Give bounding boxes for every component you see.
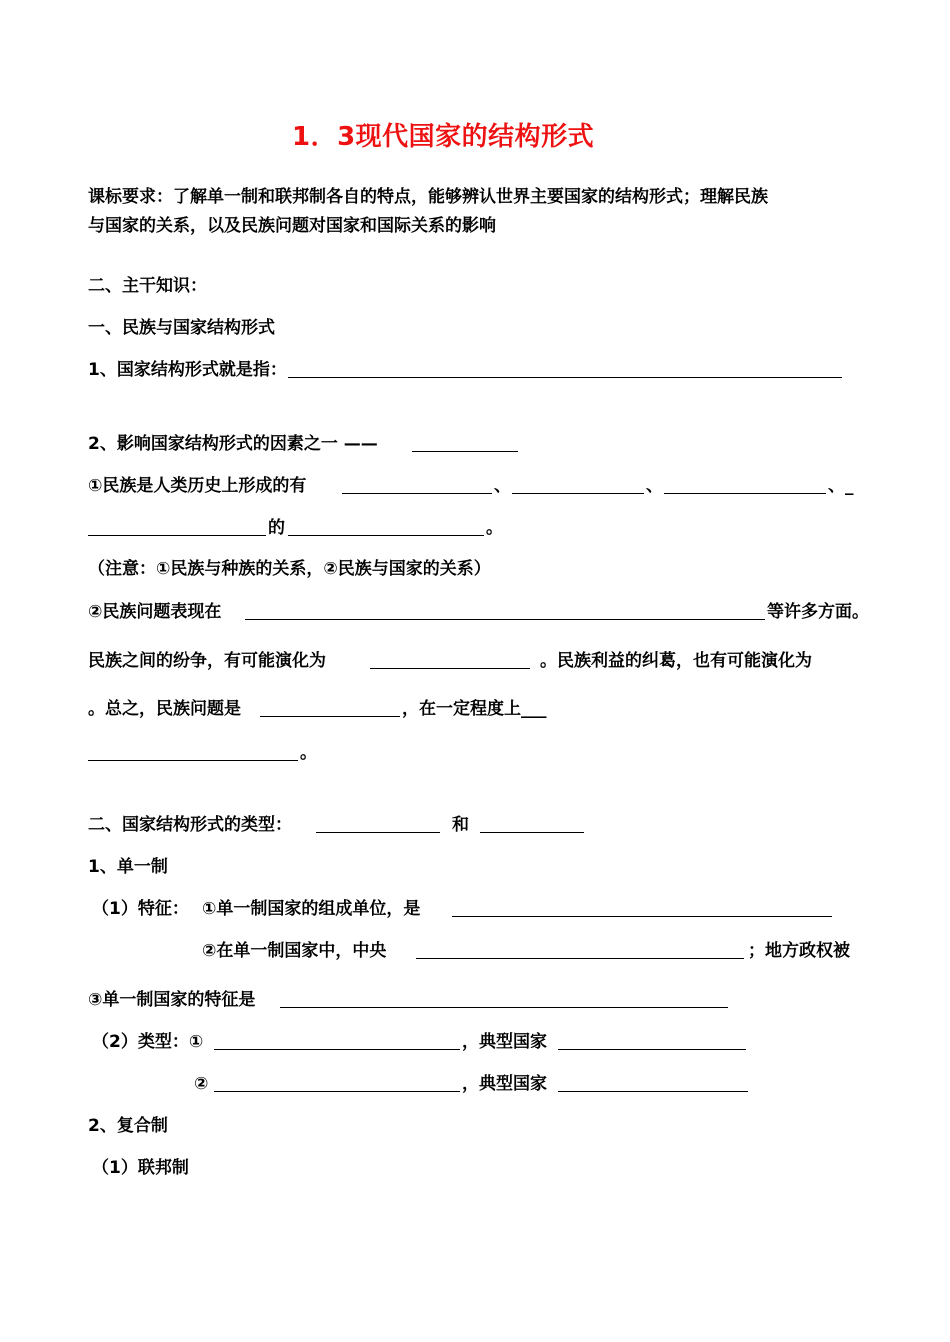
feature1-blank[interactable]	[452, 916, 832, 917]
requirement-line-2: 与国家的关系，以及民族问题对国家和国际关系的影响	[88, 216, 496, 236]
separator: 、	[494, 476, 511, 496]
federal-heading: （1）联邦制	[92, 1158, 189, 1178]
nation-blank-4[interactable]	[88, 535, 266, 536]
nation-blank-2[interactable]	[512, 493, 644, 494]
type1-country-label: ，典型国家	[462, 1032, 547, 1052]
summary-blank-2[interactable]	[88, 760, 298, 761]
feature1-text: ①单一制国家的组成单位，是	[202, 899, 421, 919]
feature3-blank[interactable]	[280, 1007, 728, 1008]
conflict-blank[interactable]	[370, 668, 530, 669]
feature2-end: ；地方政权被	[748, 941, 850, 961]
structure-type-blank-1[interactable]	[316, 832, 440, 833]
summary-blank[interactable]	[260, 716, 400, 717]
part2-heading: 二、国家结构形式的类型：	[88, 815, 292, 835]
item2-2-text: ②民族问题表现在	[88, 602, 222, 622]
item2-blank[interactable]	[412, 451, 518, 452]
conflict-text-2: 。民族利益的纠葛，也有可能演化为	[540, 651, 812, 671]
part1-heading: 一、民族与国家结构形式	[88, 318, 275, 338]
ethnic-issue-blank[interactable]	[245, 619, 765, 620]
type1-blank[interactable]	[214, 1049, 460, 1050]
summary-text: 。总之，民族问题是	[88, 699, 241, 719]
type2-blank[interactable]	[214, 1091, 460, 1092]
type2-country-label: ，典型国家	[462, 1074, 547, 1094]
nation-blank-5[interactable]	[288, 535, 484, 536]
item1-blank[interactable]	[288, 377, 842, 378]
separator: 、_	[828, 476, 854, 496]
period: 。	[300, 743, 317, 763]
item1-text: 1、国家结构形式就是指：	[88, 360, 287, 380]
type1-country-blank[interactable]	[558, 1049, 746, 1050]
feature-label: （1）特征：	[92, 899, 189, 919]
main-knowledge-heading: 二、主干知识：	[88, 276, 207, 296]
unitary-heading: 1、单一制	[88, 857, 168, 877]
item2-1-text: ①民族是人类历史上形成的有	[88, 476, 307, 496]
structure-type-blank-2[interactable]	[480, 832, 584, 833]
item2-text: 2、影响国家结构形式的因素之一 ——	[88, 434, 378, 454]
nation-blank-1[interactable]	[342, 493, 492, 494]
compound-heading: 2、复合制	[88, 1116, 168, 1136]
requirement-line-1: 课标要求：了解单一制和联邦制各自的特点，能够辨认世界主要国家的结构形式；理解民族	[88, 187, 768, 207]
nation-blank-3[interactable]	[664, 493, 826, 494]
page-title: 1．3现代国家的结构形式	[292, 122, 595, 152]
feature2-text: ②在单一制国家中，中央	[202, 941, 387, 961]
and-text: 和	[452, 815, 469, 835]
item2-2-end: 等许多方面。	[767, 602, 869, 622]
type2-country-blank[interactable]	[558, 1091, 748, 1092]
summary-text-2: ，在一定程度上___	[402, 699, 547, 719]
de-text: 的	[268, 518, 285, 538]
types-label: （2）类型：①	[92, 1032, 204, 1052]
type2-mark: ②	[194, 1074, 209, 1094]
separator: 、	[646, 476, 663, 496]
feature2-blank[interactable]	[416, 958, 744, 959]
conflict-text: 民族之间的纷争，有可能演化为	[88, 651, 326, 671]
feature3-text: ③单一制国家的特征是	[88, 990, 256, 1010]
note-text: （注意：①民族与种族的关系，②民族与国家的关系）	[88, 559, 491, 579]
period: 。	[486, 518, 503, 538]
